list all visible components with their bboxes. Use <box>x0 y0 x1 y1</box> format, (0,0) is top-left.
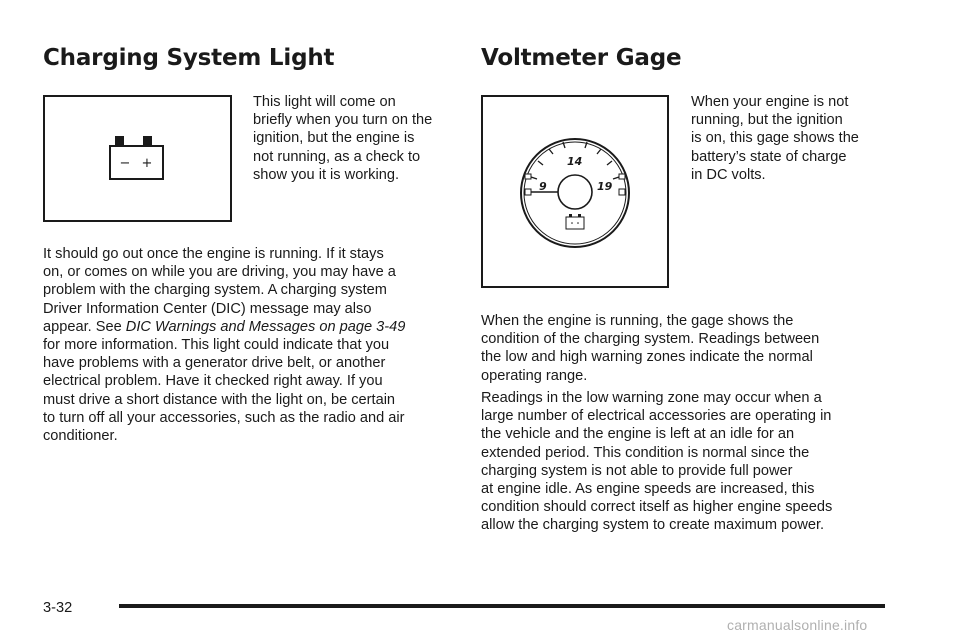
gauge-label-low: 9 <box>539 180 547 193</box>
section-heading-charging-system-light: Charging System Light <box>43 45 335 71</box>
battery-plus-label: + <box>141 156 153 171</box>
watermark: carmanualsonline.info <box>727 617 868 633</box>
charging-intro-text: This light will come on briefly when you turn on the ignition, but the engine is not running, as a check to show you it is working. <box>253 94 433 183</box>
section-heading-voltmeter-gage: Voltmeter Gage <box>481 45 682 71</box>
gauge-label-mid: 14 <box>567 155 583 168</box>
voltmeter-paragraph-1: When the engine is running, the gage shows the condition of the charging system. Readings between the low and high warning zones indicate the normal operating range. <box>481 313 820 384</box>
charging-light-figure <box>43 95 232 222</box>
voltmeter-gauge-icon <box>483 97 667 286</box>
battery-icon <box>45 97 230 220</box>
footer-rule <box>119 604 885 608</box>
voltmeter-figure <box>481 95 669 288</box>
battery-minus-label: − <box>119 156 131 171</box>
gauge-label-high: 19 <box>597 180 613 193</box>
charging-body-text: It should go out once the engine is running. If it stays on, or comes on while you are driving, you may have a problem with the charging system. A charging system Driver Information Center (DIC) message may also appear. See DIC Warnings and Messages on page 3-49 for more information. This light could indicate that you have problems with a generator drive belt, or another electrical problem. Have it checked right away. If you must drive a short distance with the light on, be certain to turn off all your accessories, such as the radio and air conditioner. <box>43 246 406 445</box>
dic-warnings-link[interactable]: DIC Warnings and Messages on page 3-49 <box>125 318 406 335</box>
voltmeter-intro-text: When your engine is not running, but the ignition is on, this gage shows the battery’s state of charge in DC volts. <box>691 94 859 183</box>
voltmeter-paragraph-2: Readings in the low warning zone may occur when a large number of electrical accessories are operating in the vehicle and the engine is left at an idle for an extended period. This condition is normal since the charging system is not able to provide full power at engine idle. As engine speeds are increased, this condition should correct itself as higher engine speeds allow the charging system to create maximum power. <box>481 390 833 534</box>
page-number: 3-32 <box>43 600 73 616</box>
